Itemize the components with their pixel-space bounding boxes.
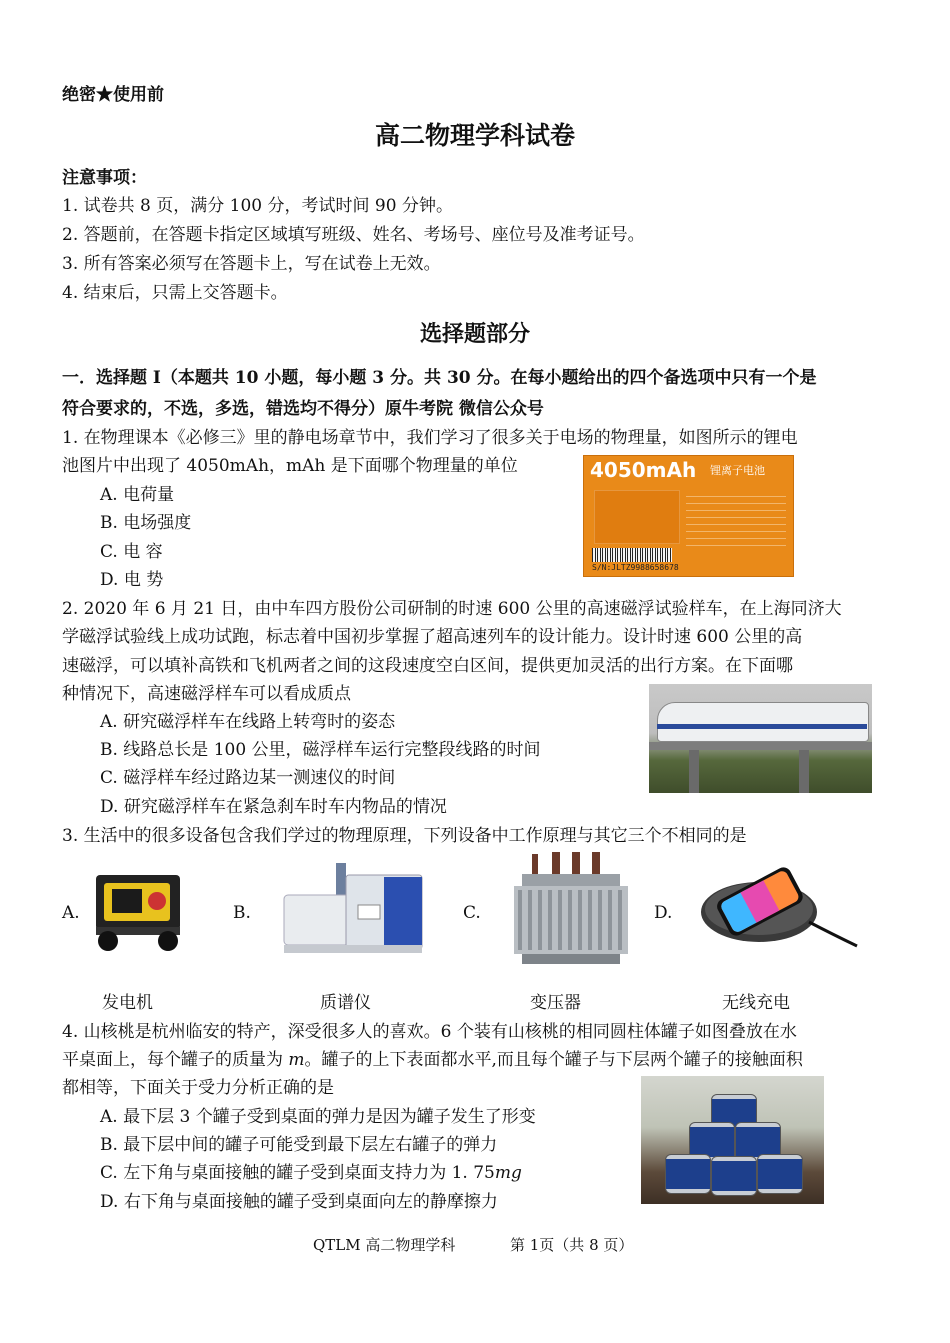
question-4-option-d: D. 右下角与桌面接触的罐子受到桌面向左的静摩擦力 bbox=[100, 1192, 498, 1212]
question-2-text: 种情况下，高速磁浮样车可以看成质点 bbox=[62, 684, 351, 704]
stacked-cans-image bbox=[641, 1076, 824, 1204]
question-1-text: 池图片中出现了 4050mAh，mAh 是下面哪个物理量的单位 bbox=[62, 456, 518, 476]
question-2-option-b: B. 线路总长是 100 公里，磁浮样车运行完整段线路的时间 bbox=[100, 740, 541, 760]
question-3-text: 3. 生活中的很多设备包含我们学过的物理原理，下列设备中工作原理与其它三个不相同的是 bbox=[62, 826, 747, 846]
question-3-letter-d: D. bbox=[654, 903, 673, 923]
pillar-icon bbox=[799, 750, 809, 793]
question-3-caption-d: 无线充电 bbox=[722, 993, 790, 1013]
maglev-train-image bbox=[649, 684, 872, 793]
can-icon bbox=[711, 1156, 757, 1196]
notice-item: 2. 答题前，在答题卡指定区域填写班级、姓名、考场号、座位号及准考证号。 bbox=[62, 225, 645, 245]
question-3-caption-b: 质谱仪 bbox=[320, 993, 371, 1013]
battery-serial: S/N:JLTZ9988658678 bbox=[592, 563, 679, 572]
question-3-letter-a: A. bbox=[62, 903, 80, 923]
question-4-option-c bbox=[100, 1158, 522, 1183]
question-3-caption-a: 发电机 bbox=[102, 993, 153, 1013]
footer-page-number: 第 1页（共 8 页） bbox=[510, 1236, 634, 1254]
confidential-label: 绝密★使用前 bbox=[62, 85, 164, 105]
question-1-text: 1. 在物理课本《必修三》里的静电场章节中，我们学习了很多关于电场的物理量，如图所示的锂电 bbox=[62, 428, 798, 448]
notice-item: 4. 结束后，只需上交答题卡。 bbox=[62, 283, 288, 303]
footer-subject: QTLM 高二物理学科 bbox=[313, 1236, 456, 1254]
question-1-option-b: B. 电场强度 bbox=[100, 513, 192, 533]
generator-icon bbox=[90, 865, 185, 955]
battery-capacity-text: 4050mAh bbox=[590, 458, 697, 482]
section-title: 选择题部分 bbox=[419, 321, 530, 347]
mass-symbol: m bbox=[288, 1050, 305, 1070]
notice-item: 3. 所有答案必须写在答题卡上，写在试卷上无效。 bbox=[62, 254, 441, 274]
question-4-text: 4. 山核桃是杭州临安的特产，深受很多人的喜欢。6 个装有山核桃的相同圆柱体罐子如图叠放在水 bbox=[62, 1022, 797, 1042]
battery-specs-block bbox=[686, 490, 786, 550]
question-2-text: 学磁浮试验线上成功试跑，标志着中国初步掌握了超高速列车的设计能力。设计时速 600 公里的高 bbox=[62, 627, 803, 647]
wireless-charger-icon bbox=[697, 862, 859, 950]
barcode-icon bbox=[592, 548, 672, 562]
section-instruction: 一．选择题 I（本题共 10 小题，每小题 3 分。共 30 分。在每小题给出的四个备选项中只有一个是 bbox=[62, 368, 817, 388]
notice-item: 1. 试卷共 8 页，满分 100 分，考试时间 90 分钟。 bbox=[62, 196, 453, 216]
pillar-icon bbox=[689, 750, 699, 793]
can-icon bbox=[757, 1154, 803, 1194]
question-3-letter-b: B. bbox=[233, 903, 251, 923]
train-stripe bbox=[657, 724, 867, 729]
question-4-text-part: 。罐子的上下表面都水平,而且每个罐子与下层两个罐子的接触面积 bbox=[304, 1050, 803, 1070]
question-1-option-d: D. 电 势 bbox=[100, 570, 164, 590]
battery-warning-box bbox=[594, 490, 680, 544]
question-4-option-a: A. 最下层 3 个罐子受到桌面的弹力是因为罐子发生了形变 bbox=[100, 1107, 536, 1127]
question-4-text bbox=[62, 1045, 803, 1070]
section-instruction: 符合要求的，不选，多选，错选均不得分）原牛考院 微信公众号 bbox=[62, 399, 544, 419]
mass-spectrometer-icon bbox=[276, 855, 428, 965]
can-icon bbox=[665, 1154, 711, 1194]
question-2-text: 速磁浮，可以填补高铁和飞机两者之间的这段速度空白区间，提供更加灵活的出行方案。在下面哪 bbox=[62, 656, 793, 676]
battery-image bbox=[583, 455, 794, 577]
guideway bbox=[649, 742, 872, 750]
question-2-option-c: C. 磁浮样车经过路边某一测速仪的时间 bbox=[100, 768, 396, 788]
question-4-text-part: 平桌面上，每个罐子的质量为 bbox=[62, 1050, 289, 1070]
train-body-icon bbox=[657, 702, 869, 742]
question-2-text: 2. 2020 年 6 月 21 日，由中车四方股份公司研制的时速 600 公里的高速磁浮试验样车，在上海同济大 bbox=[62, 599, 842, 619]
page-title: 高二物理学科试卷 bbox=[374, 121, 575, 150]
question-2-option-a: A. 研究磁浮样车在线路上转弯时的姿态 bbox=[100, 712, 396, 732]
question-3-letter-c: C. bbox=[463, 903, 481, 923]
question-1-option-a: A. 电荷量 bbox=[100, 485, 175, 505]
option-c-text: C. 左下角与桌面接触的罐子受到桌面支持力为 1. 75 bbox=[100, 1163, 495, 1183]
battery-type-text: 锂离子电池 bbox=[710, 464, 765, 477]
question-4-option-b: B. 最下层中间的罐子可能受到最下层左右罐子的弹力 bbox=[100, 1135, 498, 1155]
notice-heading: 注意事项： bbox=[62, 168, 147, 188]
mass-symbol: mg bbox=[494, 1163, 522, 1183]
question-4-text: 都相等，下面关于受力分析正确的是 bbox=[62, 1078, 334, 1098]
transformer-icon bbox=[508, 852, 634, 967]
question-2-option-d: D. 研究磁浮样车在紧急刹车时车内物品的情况 bbox=[100, 797, 447, 817]
question-3-caption-c: 变压器 bbox=[530, 993, 581, 1013]
question-1-option-c: C. 电 容 bbox=[100, 542, 163, 562]
